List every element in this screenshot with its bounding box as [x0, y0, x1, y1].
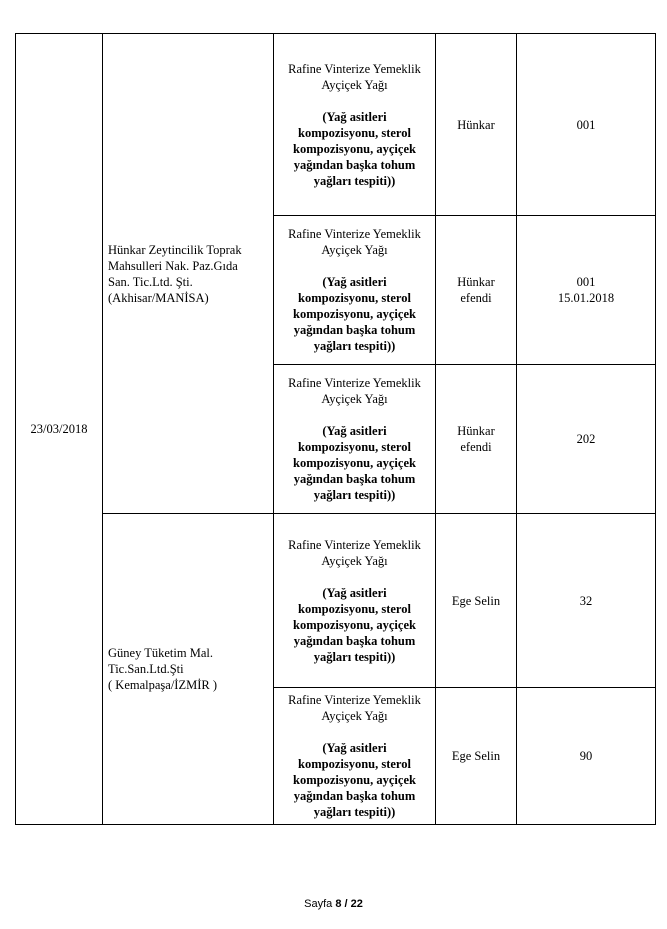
lot-cell	[517, 34, 656, 216]
analysis-detail-line: kompozisyonu, sterol	[298, 440, 411, 454]
product-cell	[274, 365, 436, 514]
analysis-detail-line: kompozisyonu, ayçiçek	[293, 141, 416, 156]
brand-cell	[436, 34, 517, 216]
analysis-detail-line: yağından başka tohum	[293, 323, 416, 337]
analysis-detail-line: yağından başka tohum	[293, 157, 416, 172]
analysis-detail-line: kompozisyonu, sterol	[298, 291, 411, 305]
brand-cell	[436, 216, 517, 365]
analysis-detail-line: kompozisyonu, sterol	[298, 757, 411, 771]
lot-date-text: 15.01.2018	[557, 291, 615, 305]
brand-text: Hünkar	[457, 117, 495, 132]
firm-name-line: Güney Tüketim Mal.	[108, 646, 213, 660]
analysis-detail-line: (Yağ asitleri	[322, 585, 387, 600]
analysis-detail-line: (Yağ asitleri	[322, 424, 387, 438]
analysis-detail-line: yağından başka tohum	[293, 633, 416, 648]
lot-text: 001	[576, 275, 596, 289]
firm-name-line: San. Tic.Ltd. Şti.	[108, 274, 193, 289]
brand-text: efendi	[460, 440, 492, 454]
brand-text: Hünkar	[457, 424, 495, 438]
analysis-detail-line: kompozisyonu, ayçiçek	[293, 617, 416, 632]
lot-text: 202	[576, 432, 596, 446]
product-name-line: Rafine Vinterize Yemeklik	[288, 227, 421, 241]
page-label: Sayfa	[304, 898, 333, 910]
analysis-detail-line: kompozisyonu, sterol	[298, 125, 411, 140]
product-name-line: Ayçiçek Yağı	[321, 77, 388, 92]
firm-cell	[103, 514, 274, 825]
firm-name-line: Mahsulleri Nak. Paz.Gıda	[108, 258, 238, 273]
lot-cell	[517, 688, 656, 825]
lot-cell	[517, 514, 656, 688]
analysis-detail-line: yağları tespiti))	[313, 173, 396, 188]
product-name-line: Rafine Vinterize Yemeklik	[288, 537, 421, 552]
page-footer	[0, 898, 667, 910]
brand-text: Ege Selin	[451, 749, 501, 763]
page-separator: /	[344, 898, 348, 910]
analysis-detail-line: yağları tespiti))	[313, 805, 396, 819]
brand-text: Ege Selin	[451, 593, 501, 608]
product-name-line: Ayçiçek Yağı	[321, 392, 388, 406]
product-name-line: Ayçiçek Yağı	[321, 243, 388, 257]
firm-location: (Akhisar/MANİSA)	[108, 290, 209, 305]
product-cell	[274, 688, 436, 825]
analysis-detail-line: (Yağ asitleri	[322, 109, 387, 124]
product-name-line: Ayçiçek Yağı	[321, 709, 388, 723]
analysis-detail-line: yağları tespiti))	[313, 488, 396, 502]
lot-cell	[517, 365, 656, 514]
lot-text: 32	[579, 593, 593, 608]
product-name-line: Rafine Vinterize Yemeklik	[288, 693, 421, 707]
analysis-detail-line: kompozisyonu, sterol	[298, 601, 411, 616]
table-row	[16, 34, 656, 216]
date-cell	[16, 34, 103, 825]
brand-cell	[436, 688, 517, 825]
product-cell	[274, 34, 436, 216]
brand-text: Hünkar	[457, 275, 495, 289]
lot-text: 001	[576, 117, 596, 132]
product-cell	[274, 514, 436, 688]
product-name-line: Rafine Vinterize Yemeklik	[288, 376, 421, 390]
page-current: 8	[335, 898, 342, 910]
analysis-detail-line: yağları tespiti))	[313, 339, 396, 353]
analysis-detail-line: kompozisyonu, ayçiçek	[293, 773, 416, 787]
page-total: 22	[350, 898, 363, 910]
lot-cell	[517, 216, 656, 365]
lot-text: 90	[579, 749, 593, 763]
inspection-table	[15, 33, 656, 825]
analysis-detail-line: (Yağ asitleri	[322, 275, 387, 289]
firm-location: ( Kemalpaşa/İZMİR )	[108, 678, 217, 692]
date-text: 23/03/2018	[30, 422, 88, 436]
table-row	[16, 514, 656, 688]
analysis-detail-line: kompozisyonu, ayçiçek	[293, 307, 416, 321]
firm-cell	[103, 34, 274, 514]
analysis-detail-line: yağları tespiti))	[313, 649, 396, 664]
brand-text: efendi	[460, 291, 492, 305]
analysis-detail-line: yağından başka tohum	[293, 472, 416, 486]
brand-cell	[436, 514, 517, 688]
product-name-line: Ayçiçek Yağı	[321, 553, 388, 568]
product-name-line: Rafine Vinterize Yemeklik	[288, 61, 421, 76]
analysis-detail-line: (Yağ asitleri	[322, 741, 387, 755]
analysis-detail-line: kompozisyonu, ayçiçek	[293, 456, 416, 470]
firm-name-line: Hünkar Zeytincilik Toprak	[108, 242, 242, 257]
product-cell	[274, 216, 436, 365]
firm-name-line: Tic.San.Ltd.Şti	[108, 662, 184, 676]
brand-cell	[436, 365, 517, 514]
analysis-detail-line: yağından başka tohum	[293, 789, 416, 803]
